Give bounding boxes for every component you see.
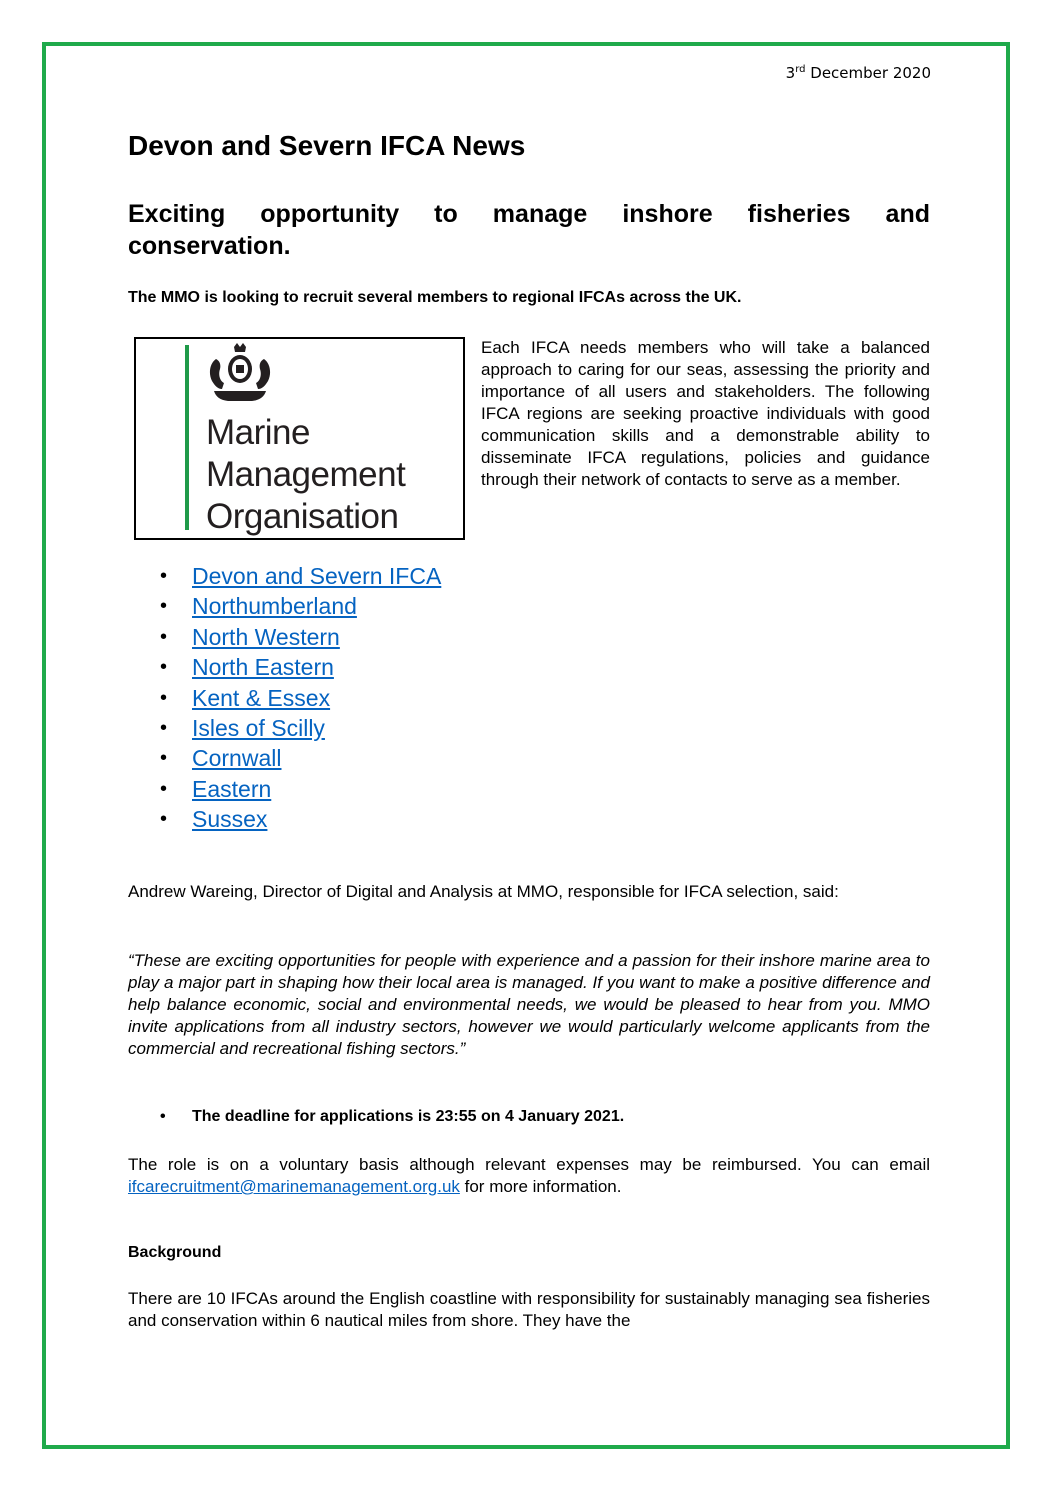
lead-paragraph: The MMO is looking to recruit several members to regional IFCAs across the UK.: [128, 289, 742, 306]
region-link[interactable]: Devon and Severn IFCA: [192, 563, 442, 589]
role-paragraph: The role is on a voluntary basis although relevant expenses may be reimbursed. You can email ifcarecruitment@marinemanagement.org.uk for more information.: [128, 1155, 930, 1196]
region-link[interactable]: Isles of Scilly: [192, 714, 325, 741]
list-item: [160, 622, 441, 652]
list-item: [160, 591, 441, 621]
list-item: [160, 683, 441, 713]
list-item: [160, 743, 441, 773]
speaker-paragraph: Andrew Wareing, Director of Digital and Analysis at MMO, responsible for IFCA selection, said:: [128, 882, 839, 901]
logo-wordmark: Marine Management Organisation: [206, 413, 406, 536]
region-link[interactable]: Cornwall: [192, 745, 282, 772]
region-link[interactable]: Sussex: [192, 806, 268, 833]
list-item: [160, 804, 441, 834]
region-link[interactable]: Kent & Essex: [192, 684, 331, 711]
background-heading: Background: [128, 1244, 222, 1261]
background-paragraph: There are 10 IFCAs around the English coastline with responsibility for sustainably managing sea fisheries and conservation within 6 nautical miles from shore. They have the: [128, 1289, 930, 1330]
intro-paragraph: Each IFCA needs members who will take a balanced approach to caring for our seas, assessing the priority and importance of all users and stakeholders. The following IFCA regions are seeking proactive individuals with good communication skills and a demonstrable ability to disseminate IFCA regulations, policies and guidance through their network of contacts to serve as a member.: [481, 338, 930, 489]
list-item: [160, 713, 441, 743]
quote-paragraph: “These are exciting opportunities for people with experience and a passion for their inshore marine area to play a major part in shaping how their local area is managed. If you want to make a positive difference and help balance economic, social and environmental needs, we would be pleased to hear from you. MMO invite applications from all industry sectors, however we would particularly welcome applicants from the commercial and recreational fishing sectors.”: [128, 951, 930, 1058]
list-item: [160, 652, 441, 682]
royal-crest-icon: [196, 341, 284, 411]
deadline-item: • The deadline for applications is 23:55 on 4 January 2021.: [160, 1108, 624, 1126]
logo-green-bar: [185, 345, 189, 530]
region-link[interactable]: Eastern: [192, 775, 272, 802]
list-item: [160, 774, 441, 804]
list-item: [160, 561, 441, 591]
page-title: Devon and Severn IFCA News: [128, 130, 526, 161]
region-link[interactable]: North Western: [192, 623, 340, 650]
region-link[interactable]: North Eastern: [192, 654, 334, 681]
mmo-logo: [134, 337, 465, 540]
email-link[interactable]: ifcarecruitment@marinemanagement.org.uk: [128, 1177, 460, 1196]
region-link[interactable]: Northumberland: [192, 593, 357, 620]
region-list: [160, 561, 441, 835]
article-headline: Exciting opportunity to manage inshore fisheries and conservation.: [128, 200, 930, 260]
publication-date: 3rd December 2020: [785, 64, 931, 82]
